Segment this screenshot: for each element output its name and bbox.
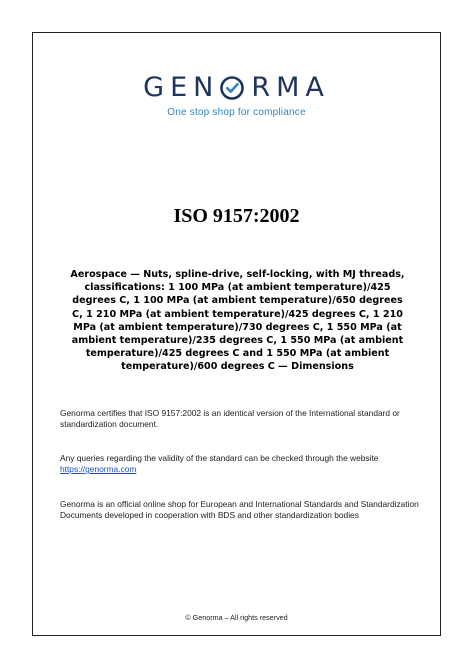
- logo-wordmark: [143, 73, 330, 103]
- copyright-footer: © Genorma – All rights reserved: [185, 613, 288, 622]
- validity-text: Any queries regarding the validity of the standard can be checked through the website: [60, 453, 379, 463]
- certification-paragraph: Genorma certifies that ISO 9157:2002 is an identical version of the International standard or standardization document.: [60, 408, 400, 429]
- genorma-website-link[interactable]: https://genorma.com: [60, 464, 137, 474]
- check-circle-icon: [219, 75, 245, 101]
- logo-tagline: One stop shop for compliance: [167, 107, 306, 118]
- about-paragraph: Genorma is an official online shop for European and International Standards and Standardization Documents developed in cooperation with BDS and other standardization bodies: [60, 499, 419, 520]
- logo-wordmark-end: RMA: [251, 72, 330, 103]
- document-title: ISO 9157:2002: [173, 205, 300, 227]
- validity-paragraph: [60, 453, 420, 475]
- document-subtitle: Aerospace — Nuts, spline-drive, self-locking, with MJ threads, classifications: 1 100 MPa (at ambient temperature)/425 degrees C, 1 100 MPa (at ambient temperature)/650 degrees C, 1 210 MPa (at ambient temperature)/425 degrees C, 1 210 MPa (at ambient temperature)/730 degrees C, 1 550 MPa (at ambient temperature)/235 degrees C, 1 550 MPa (at ambient temperature)/425 degrees C and 1 550 MPa (at ambient temperature)/600 degrees C — Dimensions: [70, 269, 405, 373]
- genorma-logo: [33, 73, 440, 118]
- document-page: [32, 32, 441, 636]
- logo-wordmark-start: GEN: [143, 72, 220, 103]
